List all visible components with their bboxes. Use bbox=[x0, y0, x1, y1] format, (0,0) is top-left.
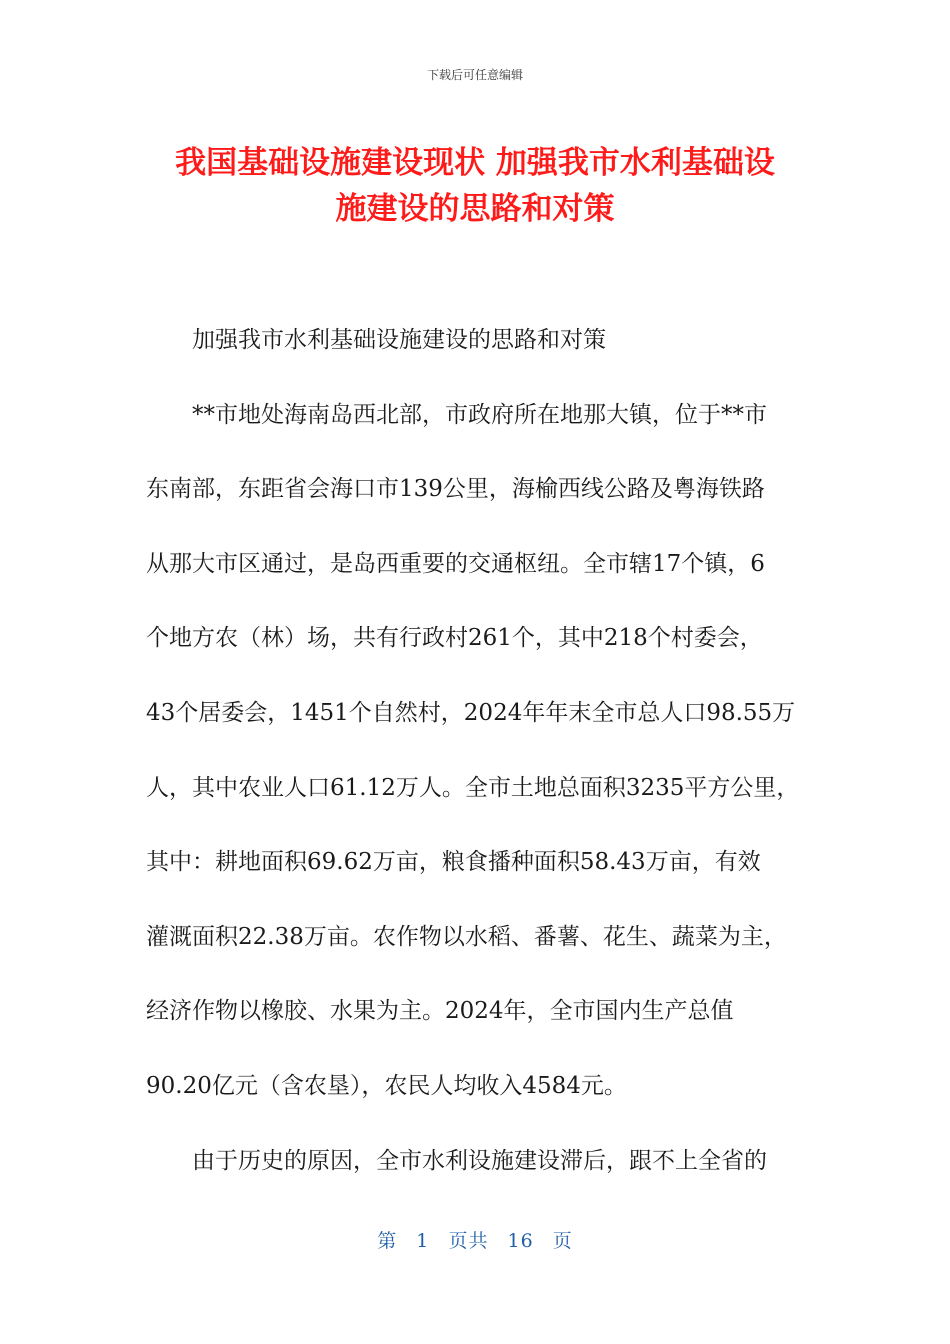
paragraph bbox=[146, 322, 812, 359]
total-pages-number: 16 bbox=[507, 1230, 534, 1252]
footer-suffix: 页 bbox=[552, 1230, 573, 1252]
text-line: 灌溉面积22.38万亩。农作物以水稻、番薯、花生、蔬菜为主， bbox=[146, 923, 787, 950]
text-line: 由于历史的原因，全市水利设施建设滞后，跟不上全省的 bbox=[192, 1147, 767, 1174]
current-page-number: 1 bbox=[416, 1230, 430, 1252]
text-line: 东南部，东距省会海口市139公里，海榆西线公路及粤海铁路 bbox=[146, 476, 765, 503]
title-line: 我国基础设施建设现状 加强我市水利基础设 bbox=[175, 145, 775, 181]
footer-prefix: 第 bbox=[377, 1230, 398, 1252]
text-line: 人，其中农业人口61.12万人。全市土地总面积3235平方公里， bbox=[146, 774, 800, 801]
text-line: 其中：耕地面积69.62万亩，粮食播种面积58.43万亩，有效 bbox=[146, 849, 761, 876]
paragraph bbox=[146, 397, 812, 1106]
page-footer bbox=[0, 1226, 950, 1253]
text-line: 加强我市水利基础设施建设的思路和对策 bbox=[192, 327, 606, 353]
paragraph bbox=[146, 1143, 812, 1180]
footer-middle: 页共 bbox=[448, 1230, 489, 1252]
document-body bbox=[146, 322, 812, 1217]
text-line: 经济作物以橡胶、水果为主。2024年，全市国内生产总值 bbox=[146, 998, 734, 1025]
header-note: 下载后可任意编辑 bbox=[426, 68, 523, 82]
title-line: 施建设的思路和对策 bbox=[335, 191, 615, 227]
text-line: **市地处海南岛西北部，市政府所在地那大镇，位于**市 bbox=[192, 401, 767, 428]
document-title bbox=[120, 140, 830, 232]
text-line: 90.20亿元（含农垦），农民人均收入4584元。 bbox=[146, 1072, 627, 1099]
text-line: 个地方农（林）场，共有行政村261个，其中218个村委会， bbox=[146, 625, 763, 652]
text-line: 从那大市区通过，是岛西重要的交通枢纽。全市辖17个镇，6 bbox=[146, 550, 765, 577]
text-line: 43个居委会，1451个自然村，2024年年末全市总人口98.55万 bbox=[146, 699, 796, 726]
